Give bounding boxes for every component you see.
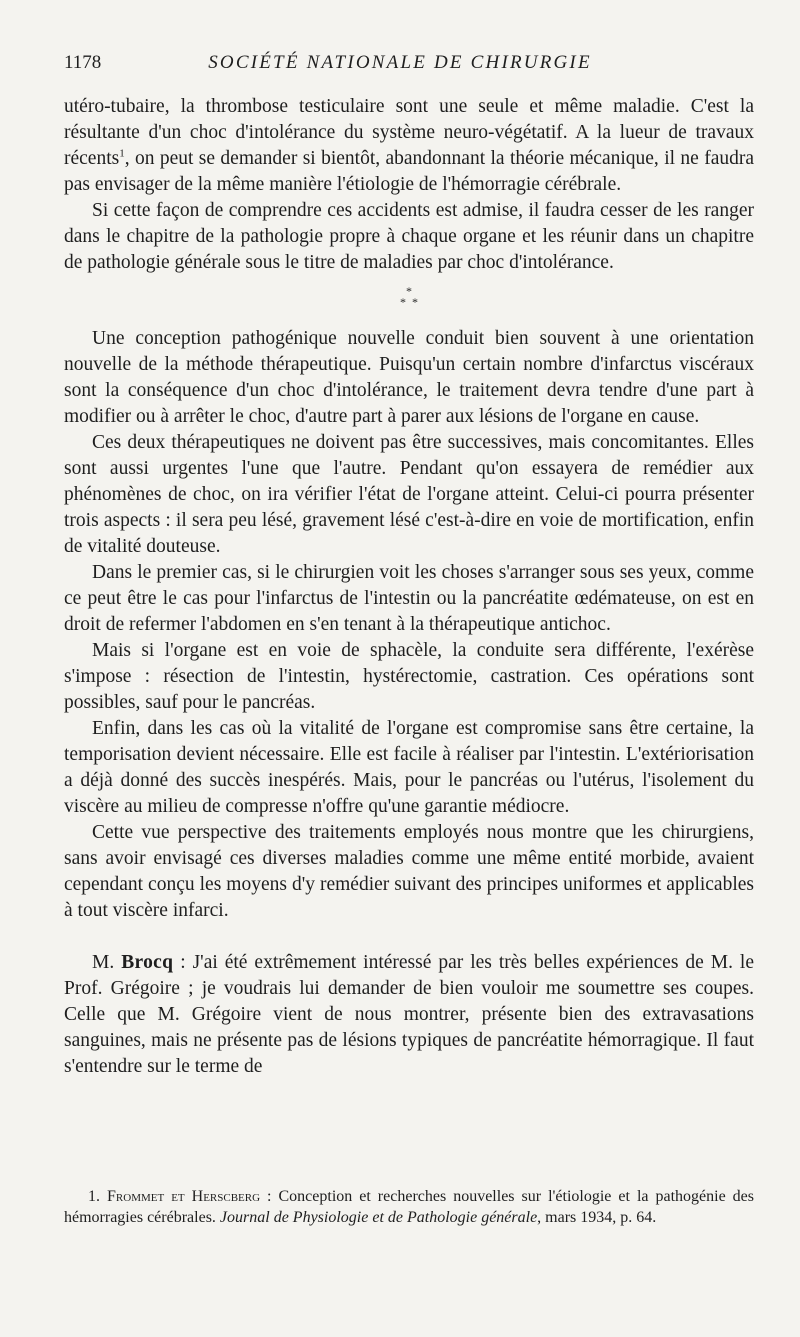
body-text: [64, 94, 754, 1080]
spacer: [64, 924, 754, 950]
paragraph: Enfin, dans les cas où la vitalité de l'organe est compromise sans être certaine, la temporisation devient nécessaire. Elle est facile à réaliser par l'intestin. L'extériorisation a déjà donné des succès inespérés. Mais, pour le pancréas ou l'utérus, l'isolement du viscère au milieu de compresse n'offre qu'une garantie médiocre.: [64, 718, 754, 817]
footnote-text: 1. Frommet et Herscberg : Conception et recherches nouvelles sur l'étiologie et la pathogénie des hémorragies cérébrales. Journal de Physiologie et de Pathologie générale, mars 1934, p. 64.: [64, 1188, 755, 1226]
paragraph: Cette vue perspective des traitements employés nous montre que les chirurgiens, sans avoir envisagé ces diverses maladies comme une même entité morbide, avaient cependant conçu les moyens d'y remédier suivant des principes uniformes et applicables à tout viscère infarci.: [64, 822, 754, 921]
paragraph: Une conception pathogénique nouvelle conduit bien souvent à une orientation nouvelle de la méthode thérapeutique. Puisqu'un certain nombre d'infarctus viscéraux sont la conséquence d'un choc d'intolérance, le traitement devra tendre d'une part à modifier ou à arrêter le choc, d'autre part à parer aux lésions de l'organe en cause.: [64, 328, 754, 427]
section-break: [64, 286, 754, 308]
paragraph: Si cette façon de comprendre ces accidents est admise, il faudra cesser de les ranger dans le chapitre de la pathologie propre à chaque organe et les réunir dans un chapitre de pathologie générale sous le titre de maladies par choc d'intolérance.: [64, 200, 754, 273]
paragraph: Ces deux thérapeutiques ne doivent pas être successives, mais concomitantes. Elles sont aussi urgentes l'une que l'autre. Pendant qu'on essayera de remédier aux phénomènes de choc, on ira vérifier l'état de l'organe atteint. Celui-ci pourra présenter trois aspects : il sera peu lésé, gravement lésé c'est-à-dire en voie de mortification, enfin de vitalité douteuse.: [64, 432, 754, 557]
paragraph: utéro-tubaire, la thrombose testiculaire sont une seule et même maladie. C'est la résultante d'un choc d'intolérance du système neuro-végétatif. A la lueur de travaux récents$^1$, on peut se demander si bientôt, abandonnant la théorie mécanique, il ne faudra pas envisager de la même manière l'étiologie de l'hémorragie cérébrale.: [64, 96, 754, 195]
footnote-authors: Frommet et Herscberg: [107, 1188, 261, 1205]
section-break-star: * *: [400, 295, 418, 309]
footnote: [64, 1186, 754, 1228]
paragraph: Mais si l'organe est en voie de sphacèle, la conduite sera différente, l'exérèse s'impose : résection de l'intestin, hystérectomie, castration. Ces opérations sont possibles, sauf pour le pancréas.: [64, 640, 754, 713]
footnote-ref[interactable]: 1: [119, 147, 125, 160]
paragraph: Dans le premier cas, si le chirurgien voit les choses s'arranger sous ses yeux, comme ce peut être le cas pour l'infarctus de l'intestin ou la pancréatite œdémateuse, on est en droit de refermer l'abdomen en s'en tenant à la thérapeutique antichoc.: [64, 562, 754, 635]
page-header: [64, 50, 736, 76]
speaker-name: Brocq: [121, 952, 174, 973]
section-break-star: *: [406, 284, 412, 298]
page-number: 1178: [64, 52, 102, 73]
running-title: SOCIÉTÉ NATIONALE DE CHIRURGIE: [208, 52, 592, 73]
footnote-number: 1.: [88, 1188, 100, 1205]
footnote-journal: Journal de Physiologie et de Pathologie générale: [219, 1209, 538, 1226]
speaker-paragraph: M. Brocq : J'ai été extrêmement intéressé par les très belles expériences de M. le Prof. Grégoire ; je voudrais lui demander de bien vouloir me soumettre ses coupes. Celle que M. Grégoire vient de nous montrer, présente bien des extravasations sanguines, mais ne présente pas de lésions typiques de pancréatite hémorragique. Il faut s'entendre sur le terme de: [64, 952, 754, 1077]
